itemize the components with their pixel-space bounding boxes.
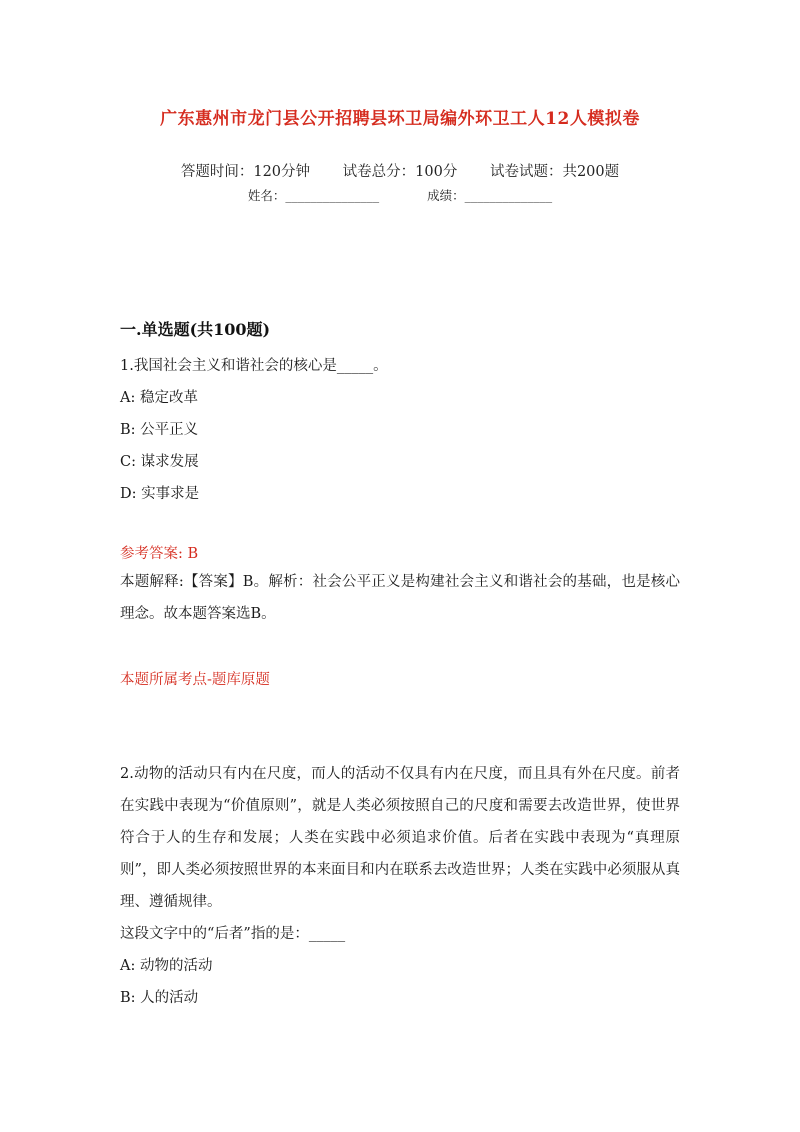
- exam-title: 广东惠州市龙门县公开招聘县环卫局编外环卫工人12人模拟卷: [160, 109, 640, 129]
- q1-option-d: D: 实事求是: [120, 486, 200, 502]
- q2-option-a: A: 动物的活动: [120, 958, 213, 974]
- exam-meta: [0, 160, 800, 181]
- exam-total: 试卷总分：100分: [342, 164, 458, 180]
- section-title: 一.单选题(共100题): [120, 320, 271, 339]
- q2-question: 这段文字中的“后者”指的是：_____: [120, 926, 346, 942]
- q1-source: 本题所属考点-题库原题: [120, 672, 270, 688]
- q1-option-a: A: 稳定改革: [120, 390, 198, 406]
- exam-fields: [0, 186, 800, 204]
- q2-stem: 2.动物的活动只有内在尺度，而人的活动不仅具有内在尺度，而且具有外在尺度。前者在实践中表现为“价值原则”，就是人类必须按照自己的尺度和需要去改造世界，使世界符合于人的生存和发展；人类在实践中必须追求价值。后者在实践中表现为“真理原则”，即人类必须按照世界的本来面目和内在联系去改造世界；人类在实践中必须服从真理、遵循规律。: [120, 766, 680, 910]
- q1-option-c: C: 谋求发展: [120, 454, 199, 470]
- q1-answer: 参考答案: B: [120, 546, 199, 562]
- q2-option-b: B: 人的活动: [120, 990, 199, 1006]
- exam-count: 试卷试题：共200题: [489, 164, 620, 180]
- q1-stem: 1.我国社会主义和谐社会的核心是_____。: [120, 358, 388, 374]
- q1-option-b: B: 公平正义: [120, 422, 199, 438]
- exam-time: 答题时间：120分钟: [180, 164, 311, 180]
- score-field: 成绩：______________: [427, 188, 553, 203]
- name-field: 姓名：_______________: [247, 188, 380, 203]
- q1-explanation: 本题解释:【答案】B。解析：社会公平正义是构建社会主义和谐社会的基础，也是核心理念。故本题答案选B。: [120, 574, 680, 622]
